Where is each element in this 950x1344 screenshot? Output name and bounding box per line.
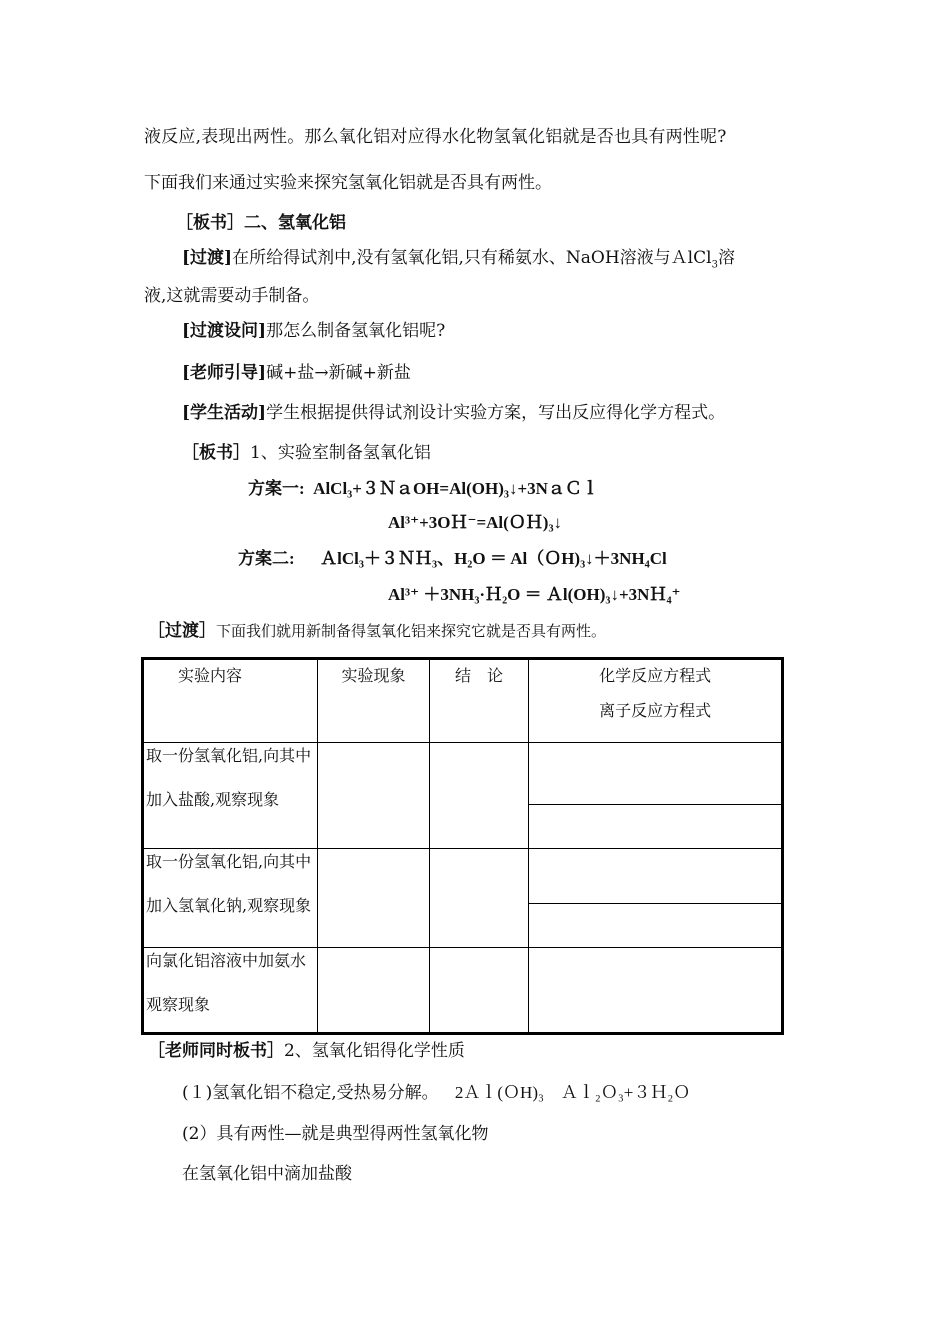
- row2-conclusion: [429, 849, 529, 948]
- intro-line-1: 液反应,表现出两性。那么氧化铝对应得水化物氢氧化铝就是否也具有两性呢?: [144, 127, 727, 147]
- board-heading-3: [148, 1040, 465, 1062]
- activity: [182, 402, 725, 424]
- row3-content: [143, 948, 318, 1034]
- board2-tag: ［板书］: [182, 443, 250, 463]
- header-content: 实验内容: [143, 659, 318, 743]
- transition2-tag: ［过渡］: [148, 621, 216, 641]
- board-heading-2: [182, 442, 431, 464]
- transition2-text: 下面我们就用新制备得氢氧化铝来探究它就是否具有两性。: [216, 622, 607, 640]
- plan2-eq2: Al³⁺ ＋3NH₃·Ｈ₂O ＝ Ａl(OH)₃↓+3NＨ₄⁺: [388, 585, 681, 604]
- intro-line-2: 下面我们来通过实验来探究氢氧化铝就是否具有两性。: [144, 173, 552, 193]
- board3-text: 2、氢氧化铝得化学性质: [284, 1041, 465, 1061]
- plan1-eq2: Al³⁺+3OＨ⁻=Al(ＯＨ)₃↓: [388, 513, 563, 532]
- guide-text: 碱+盐→新碱+新盐: [266, 363, 411, 383]
- board2-text: 1、实验室制备氢氧化铝: [250, 443, 431, 463]
- table-row: [143, 948, 783, 1034]
- guide-tag: [老师引导]: [182, 363, 267, 383]
- transition-1-cont: 液,这就需要动手制备。: [144, 286, 320, 306]
- row1-ionic: [529, 805, 783, 849]
- plan1-equation: AlCl₃+３ＮａOH=Al(OH)₃↓+3NａＣｌ: [313, 479, 599, 498]
- last-line: 在氢氧化铝中滴加盐酸: [182, 1164, 352, 1184]
- plan1-eq1: [248, 478, 599, 500]
- board3-tag: ［老师同时板书］: [148, 1041, 284, 1061]
- transition-sub: 3: [711, 259, 718, 271]
- question-tag: [过渡设问]: [182, 321, 267, 341]
- row1-line1: 取一份氢氧化铝,向其中: [146, 746, 312, 765]
- prop1-equation: 2Ａｌ(ＯH)₃ Ａｌ₂Ｏ₃+３Ｈ₂Ｏ: [454, 1083, 691, 1102]
- row2-line2: 加入氢氧化钠,观察现象: [146, 896, 312, 915]
- table-header-row: [143, 659, 783, 743]
- header-phenomenon: 实验现象: [318, 659, 429, 743]
- plan2-equation: ＡlCl₃＋３ＮＨ₃、H₂O ＝ Al（ＯH)₃↓＋3NH₄Cl: [320, 549, 667, 568]
- row2-phenomenon: [318, 849, 429, 948]
- activity-text: 学生根据提供得试剂设计实验方案，写出反应得化学方程式。: [266, 403, 726, 423]
- transition-1: [182, 247, 735, 269]
- experiment-table: [141, 657, 784, 1035]
- row1-line2: 加入盐酸,观察现象: [146, 790, 280, 809]
- row3-line2: 观察现象: [146, 995, 211, 1014]
- row2-ionic: [529, 904, 783, 948]
- header-conclusion: 结 论: [429, 659, 529, 743]
- board-tag: ［板书］: [176, 213, 244, 233]
- table-row: [143, 849, 783, 904]
- row3-conclusion: [429, 948, 529, 1034]
- transition-text: 在所给得试剂中,没有氢氧化铝,只有稀氨水、NaOH溶液与ＡlCl: [232, 248, 712, 268]
- guide: [182, 362, 411, 384]
- board-text: 二、氢氧化铝: [244, 213, 346, 233]
- board-heading-1: [176, 212, 346, 234]
- plan2-label: 方案二:: [238, 549, 295, 568]
- transition-end: 溶: [717, 248, 735, 268]
- row3-phenomenon: [318, 948, 429, 1034]
- property-2: (2）具有两性—就是典型得两性氢氧化物: [182, 1124, 489, 1144]
- plan2-eq1: [238, 548, 667, 570]
- plan1-label: 方案一:: [248, 479, 305, 498]
- row2-content: [143, 849, 318, 948]
- row3-line1: 向氯化铝溶液中加氨水: [146, 951, 307, 970]
- question: [182, 320, 445, 342]
- row1-equation: [529, 743, 783, 805]
- row1-conclusion: [429, 743, 529, 849]
- question-text: 那怎么制备氢氧化铝呢?: [266, 321, 446, 341]
- transition-2: [148, 620, 606, 642]
- header-equation: 化学反应方程式 离子反应方程式: [529, 659, 783, 743]
- row1-content: [143, 743, 318, 849]
- property-1: [182, 1082, 690, 1104]
- header-ionic: 离子反应方程式: [599, 701, 712, 720]
- table-row: [143, 743, 783, 805]
- prop1-text: (１)氢氧化铝不稳定,受热易分解。: [182, 1083, 439, 1103]
- row1-phenomenon: [318, 743, 429, 849]
- activity-tag: [学生活动]: [182, 403, 267, 423]
- row2-line1: 取一份氢氧化铝,向其中: [146, 852, 312, 871]
- row2-equation: [529, 849, 783, 904]
- row3-equation: [529, 948, 783, 1034]
- transition-tag: [过渡]: [182, 248, 233, 268]
